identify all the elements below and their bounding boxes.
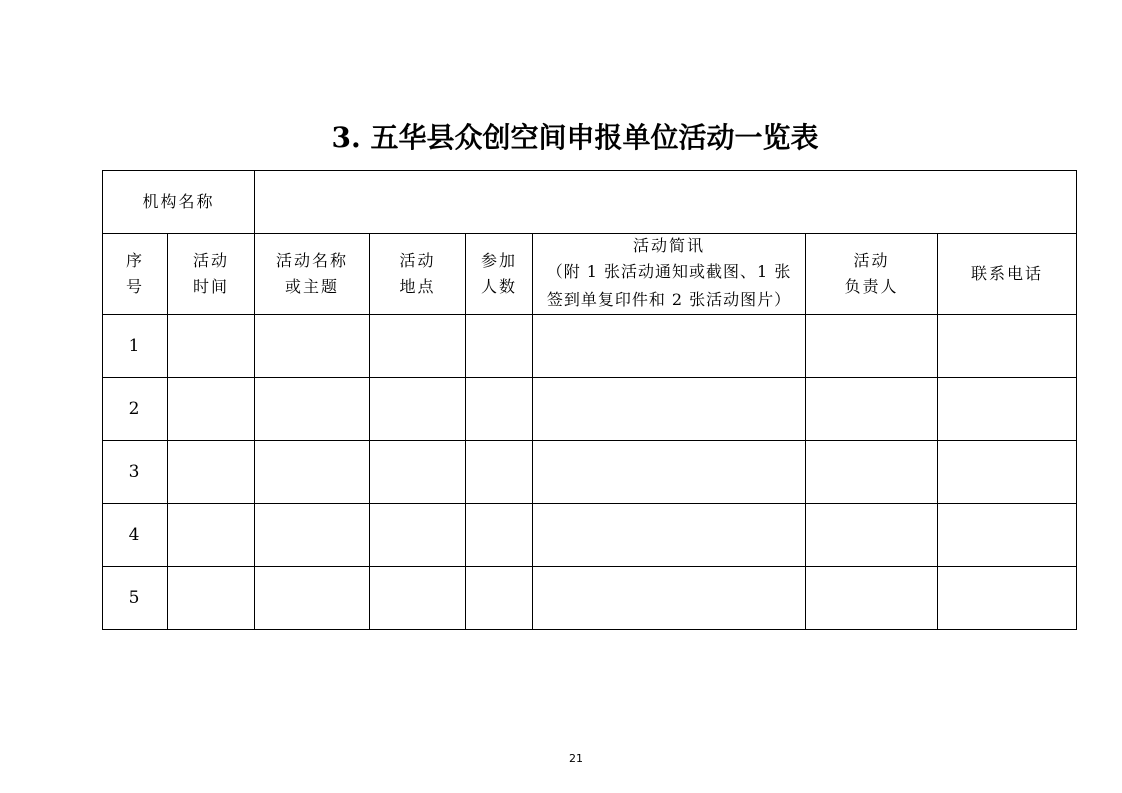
cell-phone[interactable] [938, 504, 1077, 567]
header-location: 活动 地点 [370, 234, 466, 315]
table-row [103, 441, 1077, 504]
cell-brief[interactable] [533, 315, 806, 378]
cell-time[interactable] [168, 567, 255, 630]
cell-location[interactable] [370, 504, 466, 567]
cell-participants[interactable] [466, 567, 533, 630]
row-number: 1 [103, 315, 168, 378]
org-name-label: 机构名称 [103, 171, 255, 234]
cell-location[interactable] [370, 567, 466, 630]
cell-phone[interactable] [938, 315, 1077, 378]
header-name: 活动名称 或主题 [255, 234, 370, 315]
row-number: 5 [103, 567, 168, 630]
cell-name[interactable] [255, 504, 370, 567]
cell-participants[interactable] [466, 315, 533, 378]
cell-name[interactable] [255, 567, 370, 630]
cell-location[interactable] [370, 315, 466, 378]
table-row [103, 378, 1077, 441]
cell-owner[interactable] [806, 378, 938, 441]
cell-owner[interactable] [806, 315, 938, 378]
cell-participants[interactable] [466, 378, 533, 441]
cell-participants[interactable] [466, 504, 533, 567]
table-row [103, 315, 1077, 378]
cell-name[interactable] [255, 315, 370, 378]
header-row [103, 234, 1077, 315]
header-time: 活动 时间 [168, 234, 255, 315]
cell-location[interactable] [370, 378, 466, 441]
cell-phone[interactable] [938, 441, 1077, 504]
header-phone: 联系电话 [938, 234, 1077, 315]
cell-brief[interactable] [533, 504, 806, 567]
cell-participants[interactable] [466, 441, 533, 504]
cell-location[interactable] [370, 441, 466, 504]
cell-brief[interactable] [533, 441, 806, 504]
cell-time[interactable] [168, 315, 255, 378]
cell-time[interactable] [168, 504, 255, 567]
header-brief-title: 活动简讯 [633, 236, 706, 255]
table-row [103, 567, 1077, 630]
row-number: 3 [103, 441, 168, 504]
cell-owner[interactable] [806, 441, 938, 504]
activity-table [102, 170, 1077, 630]
cell-brief[interactable] [533, 378, 806, 441]
org-row [103, 171, 1077, 234]
row-number: 2 [103, 378, 168, 441]
header-brief [533, 234, 806, 315]
data-rows [103, 315, 1077, 630]
cell-phone[interactable] [938, 378, 1077, 441]
org-name-value[interactable] [255, 171, 1077, 234]
cell-name[interactable] [255, 441, 370, 504]
table-row [103, 504, 1077, 567]
cell-phone[interactable] [938, 567, 1077, 630]
cell-owner[interactable] [806, 504, 938, 567]
header-brief-note: （附 1 张活动通知或截图、1 张 签到单复印件和 2 张活动图片） [546, 262, 792, 309]
cell-time[interactable] [168, 378, 255, 441]
cell-owner[interactable] [806, 567, 938, 630]
header-owner: 活动 负责人 [806, 234, 938, 315]
header-seq: 序 号 [103, 234, 168, 315]
row-number: 4 [103, 504, 168, 567]
cell-brief[interactable] [533, 567, 806, 630]
page-title: 3. 五华县众创空间申报单位活动一览表 [331, 121, 819, 154]
header-participants: 参加 人数 [466, 234, 533, 315]
cell-time[interactable] [168, 441, 255, 504]
page-number: 21 [569, 752, 583, 765]
cell-name[interactable] [255, 378, 370, 441]
